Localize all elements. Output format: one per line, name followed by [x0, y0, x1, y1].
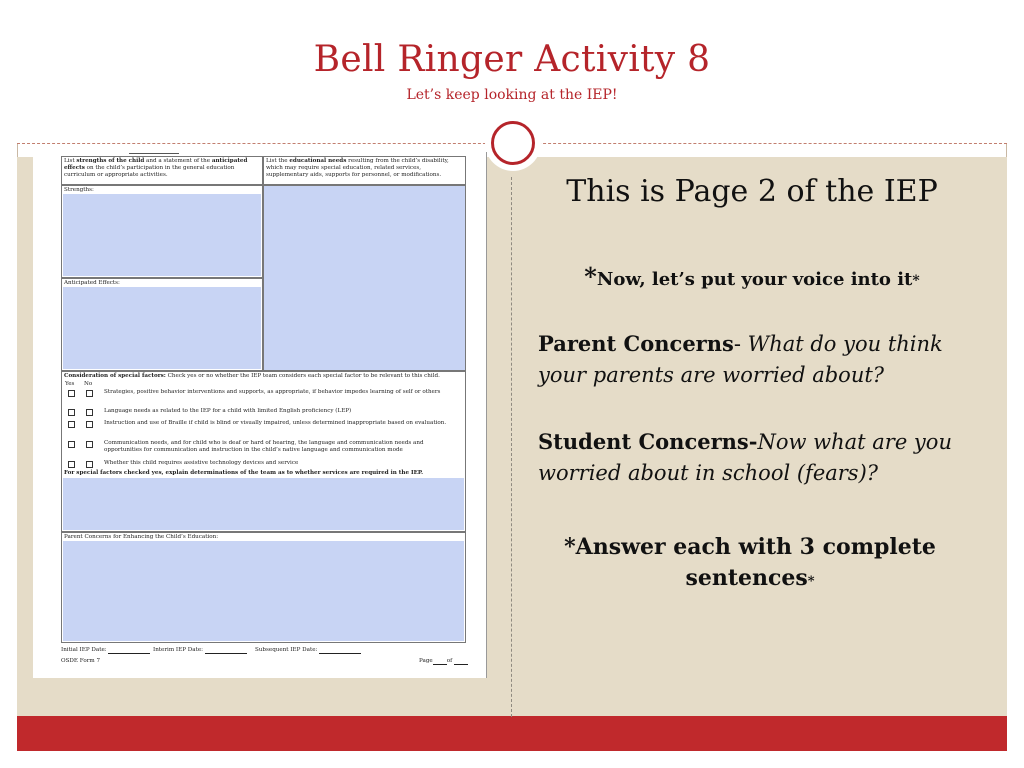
form-col1-header-bold2: anticipated effects: [64, 158, 248, 171]
factor1-yes-checkbox: [68, 390, 75, 397]
form-parent-concerns-field: [63, 541, 464, 641]
form-factors-note: For special factors checked yes, explain determinations of the team as to whether services are required in the IEP.: [64, 470, 424, 476]
form-number: OSDE Form 7: [61, 658, 101, 664]
answer-instructions: [540, 532, 960, 597]
form-col2-header-text: List the: [266, 158, 290, 164]
form-initial-date-label: Initial IEP Date:: [61, 647, 107, 653]
answer-text: Answer each with 3 complete sentences: [575, 534, 936, 591]
form-initial-date-blank: [108, 648, 150, 654]
form-parent-concerns-label: Parent Concerns for Enhancing the Child’s Education:: [64, 534, 219, 540]
form-col2-header: [263, 156, 466, 185]
parent-concerns-prompt: [538, 328, 978, 391]
form-col1-header-bold1: strengths of the child: [76, 158, 145, 164]
iep-form-page: [33, 152, 487, 678]
form-col2-header-rest: resulting from the child’s disability, which may require special education, related services, supplementary aids, supports for personnel, or modifications.: [266, 158, 449, 178]
form-col1-header-text: List: [64, 158, 77, 164]
factor5-text: Whether this child requires assistive technology devices and service: [104, 460, 299, 466]
form-page-count: [419, 658, 468, 665]
student-concerns-question: Now what are you worried about in school (fears)?: [538, 430, 952, 485]
student-concerns-prompt: [538, 426, 978, 489]
form-parent-concerns: [61, 532, 466, 643]
factor5-yes-checkbox: [68, 461, 75, 468]
form-special-factors-title: Consideration of special factors:: [64, 373, 166, 379]
footer-bar: [17, 716, 1007, 751]
factor2-yes-checkbox: [68, 409, 75, 416]
factor3-text: Instruction and use of Braille if child is blind or visually impaired, unless determined inappropriate based on evaluation.: [104, 420, 447, 426]
form-page-blank: [433, 659, 447, 665]
factor2-no-checkbox: [86, 409, 93, 416]
voice-text: Now, let’s put your voice into it: [596, 269, 913, 290]
form-special-factors-instructions: Check yes or no whether the IEP team considers each special factor to be relevant to this child.: [165, 373, 440, 379]
form-subsequent-date: [255, 647, 361, 654]
form-special-factors: [61, 371, 466, 532]
factor4-yes-checkbox: [68, 441, 75, 448]
answer-star-open: *: [564, 534, 576, 560]
answer-star-close: *: [807, 574, 815, 589]
factor3-yes-checkbox: [68, 421, 75, 428]
page-heading: This is Page 2 of the IEP: [566, 174, 938, 209]
column-divider: [511, 177, 512, 717]
form-no-label: No: [84, 381, 93, 387]
form-effects-field: [63, 287, 261, 369]
form-col1-header: [61, 156, 263, 185]
form-page-label: Page: [419, 658, 433, 664]
voice-prompt: [512, 262, 992, 291]
form-col1-header-mid: and a statement of the: [144, 158, 212, 164]
form-strengths-label: Strengths:: [64, 187, 94, 193]
form-interim-date-blank: [205, 648, 247, 654]
slide-subtitle: Let’s keep looking at the IEP!: [406, 87, 618, 103]
form-strengths-field: [63, 194, 261, 276]
voice-star-open: *: [584, 262, 597, 291]
slide-title: Bell Ringer Activity 8: [313, 39, 711, 80]
voice-star-close: *: [912, 273, 920, 289]
form-interim-date: [153, 647, 247, 654]
form-interim-date-label: Interim IEP Date:: [153, 647, 204, 653]
form-subsequent-date-label: Subsequent IEP Date:: [255, 647, 318, 653]
factor4-no-checkbox: [86, 441, 93, 448]
factor5-no-checkbox: [86, 461, 93, 468]
decorative-ring-icon: [491, 121, 535, 165]
factor2-text: Language needs as related to the IEP for a child with limited English proficiency (LEP): [104, 408, 352, 414]
form-effects-label: Anticipated Effects:: [64, 280, 120, 286]
form-factors-explanation-field: [63, 478, 464, 530]
form-initial-date: [61, 647, 150, 654]
form-yes-label: Yes: [65, 381, 75, 387]
parent-concerns-label: Parent Concerns: [538, 331, 734, 356]
parent-concerns-dash: -: [733, 332, 748, 356]
student-concerns-label: Student Concerns-: [538, 429, 758, 454]
form-strengths-cell: [61, 185, 263, 278]
form-col1-header-rest: on the child’s participation in the general education curriculum or appropriate activities.: [64, 165, 235, 178]
form-subsequent-date-blank: [319, 648, 361, 654]
factor1-no-checkbox: [86, 390, 93, 397]
form-of-label: of: [446, 658, 453, 664]
factor3-no-checkbox: [86, 421, 93, 428]
factor1-text: Strategies, positive behavior interventions and supports, as appropriate, if behavior impedes learning of self or others: [104, 389, 441, 395]
form-col2-header-bold: educational needs: [289, 158, 347, 164]
form-top-rule: [129, 153, 179, 154]
parent-concerns-question: What do you think your parents are worried about?: [538, 332, 943, 387]
form-needs-field: [263, 185, 466, 371]
form-effects-cell: [61, 278, 263, 371]
factor4-text: Communication needs, and for child who is deaf or hard of hearing, the language and communication needs and opportunities for communication and instruction in the child’s native language and communication mode: [104, 440, 424, 453]
form-of-blank: [454, 659, 468, 665]
